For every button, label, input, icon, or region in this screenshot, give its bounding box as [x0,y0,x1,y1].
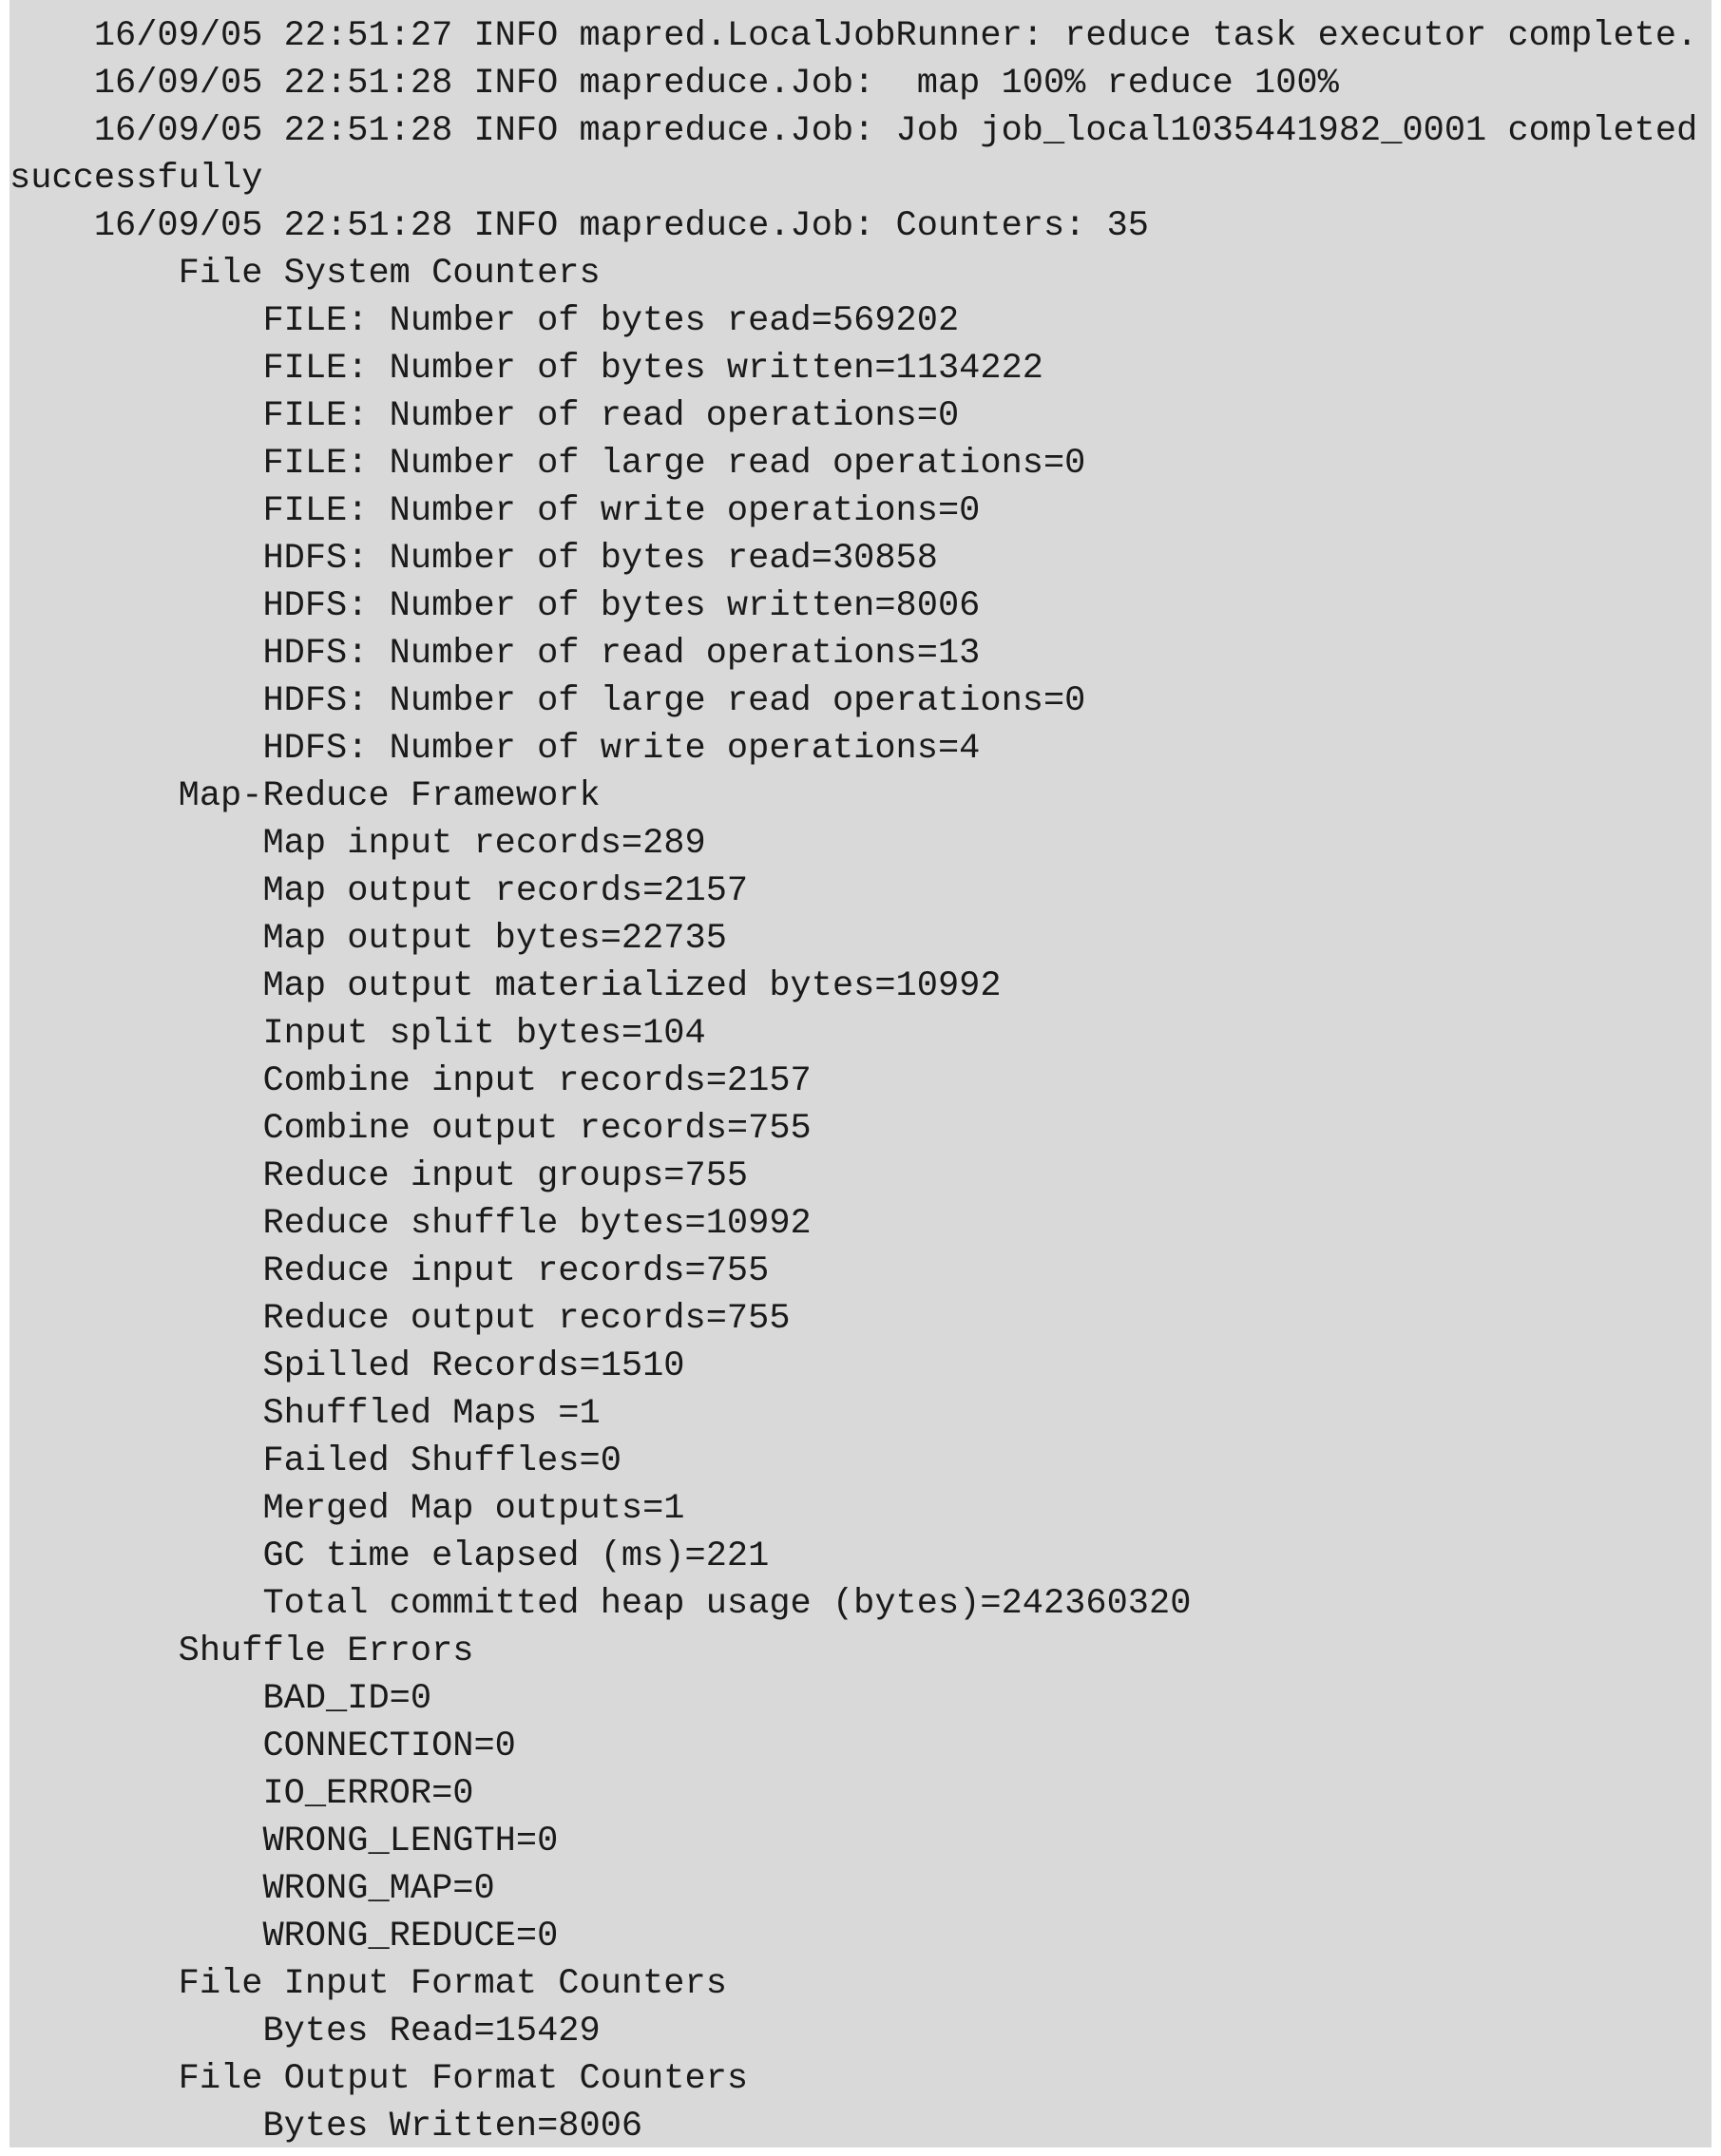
log-line: File Output Format Counters [10,2059,749,2099]
log-line: 16/09/05 22:51:28 INFO mapreduce.Job: Counters: 35 [10,206,1149,246]
log-line: Combine output records=755 [10,1109,812,1149]
log-line: FILE: Number of write operations=0 [10,491,981,531]
log-line: Map input records=289 [10,824,706,864]
log-line: IO_ERROR=0 [10,1774,474,1814]
log-line: Shuffle Errors [10,1631,474,1671]
log-line: Reduce output records=755 [10,1299,791,1339]
log-line: HDFS: Number of large read operations=0 [10,681,1086,721]
log-line: Shuffled Maps =1 [10,1394,601,1434]
log-line: Bytes Written=8006 [10,2107,643,2146]
log-line: WRONG_REDUCE=0 [10,1917,559,1956]
log-line: HDFS: Number of write operations=4 [10,729,981,769]
log-line: BAD_ID=0 [10,1679,432,1719]
log-line: WRONG_LENGTH=0 [10,1822,559,1861]
log-line: Failed Shuffles=0 [10,1441,621,1481]
log-line: Total committed heap usage (bytes)=242360320 [10,1584,1192,1624]
console-output [10,0,1711,2147]
log-line: successfully [10,159,263,199]
log-line: Input split bytes=104 [10,1014,706,1054]
log-line: Map-Reduce Framework [10,776,601,816]
log-line: Spilled Records=1510 [10,1346,685,1386]
log-line: HDFS: Number of read operations=13 [10,634,981,674]
log-line: GC time elapsed (ms)=221 [10,1536,770,1576]
log-line: 16/09/05 22:51:28 INFO mapreduce.Job: map 100% reduce 100% [10,64,1339,104]
log-line: Bytes Read=15429 [10,2012,601,2051]
log-line: FILE: Number of read operations=0 [10,396,960,436]
log-line: FILE: Number of bytes read=569202 [10,301,960,341]
log-line: Merged Map outputs=1 [10,1489,685,1529]
log-line: File Input Format Counters [10,1964,727,2004]
log-line: 16/09/05 22:51:27 INFO mapred.LocalJobRunner: reduce task executor complete. [10,16,1698,56]
log-line: FILE: Number of large read operations=0 [10,444,1086,484]
log-line: HDFS: Number of bytes read=30858 [10,539,938,579]
log-line: FILE: Number of bytes written=1134222 [10,349,1043,389]
log-line: Reduce input records=755 [10,1251,770,1291]
log-line: CONNECTION=0 [10,1727,516,1766]
log-line: Map output records=2157 [10,871,749,911]
log-line: WRONG_MAP=0 [10,1869,495,1909]
log-line: 16/09/05 22:51:28 INFO mapreduce.Job: Job job_local1035441982_0001 completed [10,111,1698,151]
log-line: Map output materialized bytes=10992 [10,966,1002,1006]
log-line: Reduce shuffle bytes=10992 [10,1204,812,1244]
log-line: File System Counters [10,254,601,294]
log-line: HDFS: Number of bytes written=8006 [10,586,981,626]
log-line: Map output bytes=22735 [10,919,727,959]
log-line: Combine input records=2157 [10,1061,812,1101]
log-line: Reduce input groups=755 [10,1156,749,1196]
